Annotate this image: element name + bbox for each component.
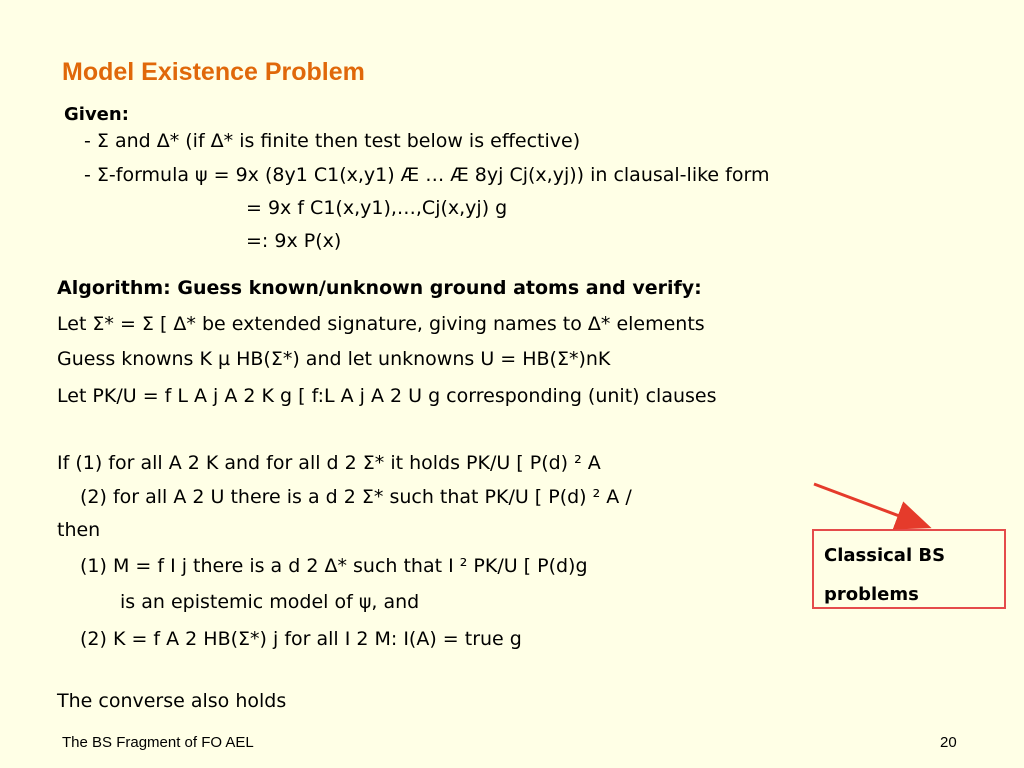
given-label: Given: [64, 104, 129, 125]
callout-box: Classical BS problems [812, 529, 1006, 609]
algorithm-line-2: Guess knowns K µ HB(Σ*) and let unknowns U = HB(Σ*)nK [57, 348, 611, 370]
algorithm-line-3: Let PK/U = f L A j A 2 K g [ f:L A j A 2 U g corresponding (unit) clauses [57, 385, 717, 407]
algorithm-line-1: Let Σ* = Σ [ Δ* be extended signature, giving names to Δ* elements [57, 313, 705, 335]
given-line-1: - Σ and Δ* (if Δ* is finite then test below is effective) [84, 130, 581, 152]
condition-line-4: (1) M = f I j there is a d 2 Δ* such that I ² PK/U [ P(d)g [80, 555, 588, 577]
converse-note: The converse also holds [57, 690, 287, 712]
condition-line-6: (2) K = f A 2 HB(Σ*) j for all I 2 M: I(A) = true g [80, 628, 522, 650]
condition-line-3: then [57, 519, 101, 541]
footer-title: The BS Fragment of FO AEL [62, 734, 254, 751]
slide-title: Model Existence Problem [62, 58, 365, 86]
given-line-3: = 9x f C1(x,y1),…,Cj(x,yj) g [246, 197, 508, 219]
condition-line-5: is an epistemic model of ψ, and [120, 591, 420, 613]
given-line-4: =: 9x P(x) [246, 230, 342, 252]
condition-line-1: If (1) for all A 2 K and for all d 2 Σ* it holds PK/U [ P(d) ² A [57, 452, 601, 474]
condition-line-2: (2) for all A 2 U there is a d 2 Σ* such that PK/U [ P(d) ² A / [80, 486, 632, 508]
algorithm-heading: Algorithm: Guess known/unknown ground atoms and verify: [57, 277, 702, 299]
page-number: 20 [940, 734, 957, 751]
given-line-2: - Σ-formula ψ = 9x (8y1 C1(x,y1) Æ … Æ 8yj Cj(x,yj)) in clausal-like form [84, 164, 770, 186]
